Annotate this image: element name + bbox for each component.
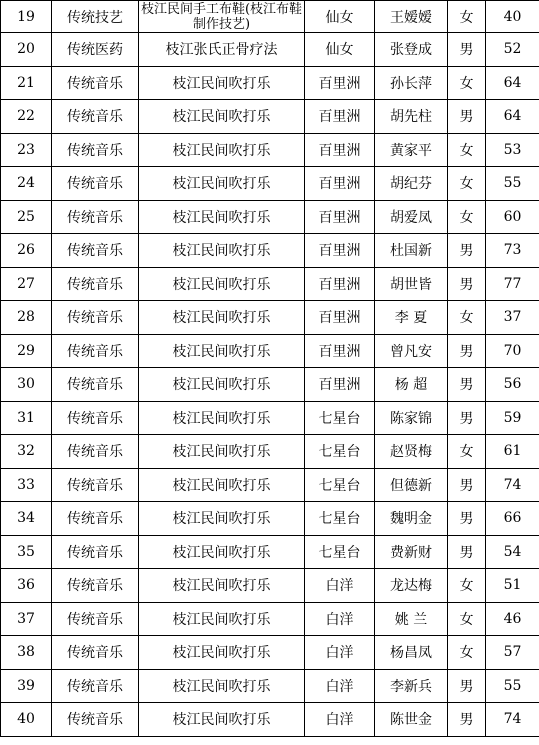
- table-row: [1, 301, 539, 335]
- cell-age: 74: [486, 468, 539, 502]
- cell-project: 枝江民间吹打乐: [139, 435, 305, 469]
- cell-project: 枝江民间吹打乐: [139, 636, 305, 670]
- cell-location: 百里洲: [305, 234, 375, 268]
- cell-age: 73: [486, 234, 539, 268]
- cell-location: 七星台: [305, 535, 375, 569]
- cell-location: 百里洲: [305, 133, 375, 167]
- cell-category: 传统音乐: [52, 368, 139, 402]
- cell-project: 枝江民间吹打乐: [139, 301, 305, 335]
- table-row: [1, 133, 539, 167]
- cell-category: 传统音乐: [52, 200, 139, 234]
- table-row: [1, 66, 539, 100]
- cell-age: 64: [486, 100, 539, 134]
- cell-project: 枝江民间吹打乐: [139, 234, 305, 268]
- cell-inheritor-name: 胡世皆: [375, 267, 448, 301]
- cell-inheritor-name: 龙达梅: [375, 569, 448, 603]
- cell-inheritor-name: 杨 超: [375, 368, 448, 402]
- cell-gender: 女: [448, 167, 486, 201]
- cell-project: 枝江民间吹打乐: [139, 368, 305, 402]
- cell-category: 传统音乐: [52, 502, 139, 536]
- cell-category: 传统音乐: [52, 167, 139, 201]
- cell-number: 34: [1, 502, 52, 536]
- cell-inheritor-name: 胡爱凤: [375, 200, 448, 234]
- cell-age: 51: [486, 569, 539, 603]
- cell-age: 59: [486, 401, 539, 435]
- cell-category: 传统音乐: [52, 301, 139, 335]
- cell-inheritor-name: 姚 兰: [375, 602, 448, 636]
- cell-number: 33: [1, 468, 52, 502]
- cell-number: 39: [1, 669, 52, 703]
- cell-inheritor-name: 杨昌凤: [375, 636, 448, 670]
- cell-category: 传统音乐: [52, 66, 139, 100]
- cell-gender: 男: [448, 33, 486, 67]
- cell-number: 32: [1, 435, 52, 469]
- cell-number: 36: [1, 569, 52, 603]
- cell-gender: 男: [448, 334, 486, 368]
- cell-category: 传统音乐: [52, 669, 139, 703]
- cell-inheritor-name: 胡先柱: [375, 100, 448, 134]
- cell-number: 38: [1, 636, 52, 670]
- cell-age: 66: [486, 502, 539, 536]
- cell-project: 枝江民间吹打乐: [139, 200, 305, 234]
- cell-gender: 男: [448, 234, 486, 268]
- cell-location: 仙女: [305, 33, 375, 67]
- cell-gender: 男: [448, 502, 486, 536]
- cell-project: 枝江民间吹打乐: [139, 100, 305, 134]
- cell-age: 53: [486, 133, 539, 167]
- cell-category: 传统音乐: [52, 133, 139, 167]
- cell-inheritor-name: 陈世金: [375, 703, 448, 737]
- cell-location: 七星台: [305, 468, 375, 502]
- cell-number: 25: [1, 200, 52, 234]
- cell-gender: 女: [448, 66, 486, 100]
- cell-inheritor-name: 杜国新: [375, 234, 448, 268]
- table-row: [1, 468, 539, 502]
- cell-category: 传统音乐: [52, 267, 139, 301]
- cell-gender: 男: [448, 535, 486, 569]
- cell-project: 枝江民间吹打乐: [139, 502, 305, 536]
- cell-gender: 女: [448, 133, 486, 167]
- cell-project: 枝江民间吹打乐: [139, 334, 305, 368]
- cell-number: 24: [1, 167, 52, 201]
- cell-age: 74: [486, 703, 539, 737]
- cell-number: 23: [1, 133, 52, 167]
- cell-age: 64: [486, 66, 539, 100]
- cell-gender: 男: [448, 368, 486, 402]
- cell-gender: 女: [448, 636, 486, 670]
- cell-number: 35: [1, 535, 52, 569]
- cell-location: 白洋: [305, 602, 375, 636]
- cell-project: 枝江民间吹打乐: [139, 267, 305, 301]
- table-row: [1, 703, 539, 737]
- cell-project: 枝江民间吹打乐: [139, 703, 305, 737]
- cell-inheritor-name: 王嫒嫒: [375, 1, 448, 33]
- cell-category: 传统音乐: [52, 435, 139, 469]
- cell-location: 百里洲: [305, 167, 375, 201]
- table-row: [1, 401, 539, 435]
- table-row: [1, 334, 539, 368]
- cell-inheritor-name: 但德新: [375, 468, 448, 502]
- cell-gender: 女: [448, 569, 486, 603]
- cell-category: 传统音乐: [52, 535, 139, 569]
- cell-inheritor-name: 李新兵: [375, 669, 448, 703]
- cell-number: 37: [1, 602, 52, 636]
- cell-number: 31: [1, 401, 52, 435]
- cell-location: 七星台: [305, 435, 375, 469]
- cell-category: 传统音乐: [52, 703, 139, 737]
- cell-gender: 男: [448, 669, 486, 703]
- cell-location: 七星台: [305, 502, 375, 536]
- cell-number: 40: [1, 703, 52, 737]
- table-row: [1, 167, 539, 201]
- cell-age: 54: [486, 535, 539, 569]
- table-row: [1, 602, 539, 636]
- cell-category: 传统音乐: [52, 401, 139, 435]
- cell-gender: 女: [448, 301, 486, 335]
- table-row: [1, 33, 539, 67]
- cell-age: 37: [486, 301, 539, 335]
- cell-number: 20: [1, 33, 52, 67]
- cell-inheritor-name: 黄家平: [375, 133, 448, 167]
- cell-category: 传统音乐: [52, 100, 139, 134]
- cell-project: 枝江民间吹打乐: [139, 535, 305, 569]
- cell-age: 60: [486, 200, 539, 234]
- cell-inheritor-name: 张登成: [375, 33, 448, 67]
- cell-number: 21: [1, 66, 52, 100]
- cell-category: 传统医药: [52, 33, 139, 67]
- table-row: [1, 502, 539, 536]
- cell-category: 传统音乐: [52, 234, 139, 268]
- cell-age: 46: [486, 602, 539, 636]
- cell-age: 57: [486, 636, 539, 670]
- cell-location: 白洋: [305, 703, 375, 737]
- cell-category: 传统音乐: [52, 602, 139, 636]
- cell-age: 52: [486, 33, 539, 67]
- table-row: [1, 100, 539, 134]
- table-body: [1, 1, 539, 737]
- cell-age: 56: [486, 368, 539, 402]
- cell-project: 枝江民间吹打乐: [139, 167, 305, 201]
- table-row: [1, 200, 539, 234]
- cell-location: 百里洲: [305, 368, 375, 402]
- cell-inheritor-name: 赵贤梅: [375, 435, 448, 469]
- table-row: [1, 1, 539, 33]
- cell-location: 百里洲: [305, 100, 375, 134]
- cell-inheritor-name: 曾凡安: [375, 334, 448, 368]
- cell-project: 枝江民间吹打乐: [139, 401, 305, 435]
- cell-location: 百里洲: [305, 301, 375, 335]
- cell-category: 传统技艺: [52, 1, 139, 33]
- cell-gender: 男: [448, 100, 486, 134]
- table-row: [1, 535, 539, 569]
- cell-gender: 男: [448, 267, 486, 301]
- cell-gender: 男: [448, 703, 486, 737]
- cell-project: 枝江民间吹打乐: [139, 602, 305, 636]
- table-row: [1, 569, 539, 603]
- cell-inheritor-name: 孙长萍: [375, 66, 448, 100]
- cell-category: 传统音乐: [52, 334, 139, 368]
- table-row: [1, 368, 539, 402]
- cell-project: 枝江民间吹打乐: [139, 133, 305, 167]
- cell-location: 百里洲: [305, 200, 375, 234]
- cell-category: 传统音乐: [52, 636, 139, 670]
- table-row: [1, 435, 539, 469]
- cell-gender: 女: [448, 602, 486, 636]
- cell-number: 28: [1, 301, 52, 335]
- cell-location: 百里洲: [305, 267, 375, 301]
- cell-inheritor-name: 魏明金: [375, 502, 448, 536]
- cell-age: 77: [486, 267, 539, 301]
- cell-age: 61: [486, 435, 539, 469]
- table-row: [1, 267, 539, 301]
- cell-inheritor-name: 胡纪芬: [375, 167, 448, 201]
- cell-location: 百里洲: [305, 334, 375, 368]
- cell-number: 27: [1, 267, 52, 301]
- table-row: [1, 234, 539, 268]
- cell-category: 传统音乐: [52, 468, 139, 502]
- cell-inheritor-name: 李 夏: [375, 301, 448, 335]
- cell-number: 29: [1, 334, 52, 368]
- cell-gender: 男: [448, 468, 486, 502]
- cell-project: 枝江张氏正骨疗法: [139, 33, 305, 67]
- cell-inheritor-name: 费新财: [375, 535, 448, 569]
- cell-number: 30: [1, 368, 52, 402]
- cell-project: 枝江民间吹打乐: [139, 569, 305, 603]
- cell-project: 枝江民间吹打乐: [139, 66, 305, 100]
- cell-location: 白洋: [305, 569, 375, 603]
- cell-project: 枝江民间吹打乐: [139, 468, 305, 502]
- cell-gender: 男: [448, 401, 486, 435]
- cell-gender: 女: [448, 1, 486, 33]
- cell-age: 70: [486, 334, 539, 368]
- cell-location: 七星台: [305, 401, 375, 435]
- cell-location: 白洋: [305, 669, 375, 703]
- cell-gender: 女: [448, 435, 486, 469]
- cell-age: 55: [486, 669, 539, 703]
- cell-age: 40: [486, 1, 539, 33]
- table-row: [1, 669, 539, 703]
- cell-number: 22: [1, 100, 52, 134]
- cell-project: 枝江民间手工布鞋(枝江布鞋制作技艺): [139, 1, 305, 33]
- cell-location: 白洋: [305, 636, 375, 670]
- cell-age: 55: [486, 167, 539, 201]
- cell-inheritor-name: 陈家锦: [375, 401, 448, 435]
- cell-location: 百里洲: [305, 66, 375, 100]
- cell-location: 仙女: [305, 1, 375, 33]
- cell-number: 26: [1, 234, 52, 268]
- table-row: [1, 636, 539, 670]
- cell-project: 枝江民间吹打乐: [139, 669, 305, 703]
- cell-number: 19: [1, 1, 52, 33]
- cell-category: 传统音乐: [52, 569, 139, 603]
- cell-gender: 女: [448, 200, 486, 234]
